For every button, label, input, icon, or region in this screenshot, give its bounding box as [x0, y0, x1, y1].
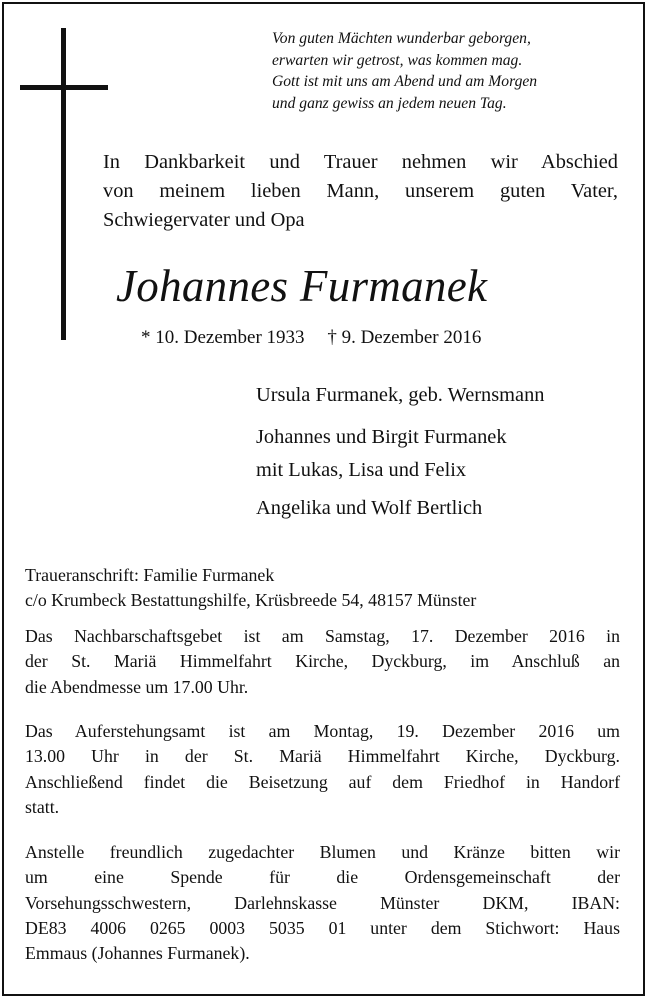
mourner-line: Ursula Furmanek, geb. Wernsmann [256, 384, 545, 406]
address-line: c/o Krumbeck Bestattungshilfe, Krüsbreede 54, 48157 Münster [25, 590, 477, 611]
paragraph-line: um eine Spende für die Ordensgemeinschaft der [25, 867, 620, 888]
death-date: † 9. Dezember 2016 [327, 327, 482, 348]
intro-line: von meinem lieben Mann, unserem guten Vater, [103, 180, 618, 202]
mourner-line: mit Lukas, Lisa und Felix [256, 459, 467, 481]
life-dates [141, 325, 499, 351]
intro-line: In Dankbarkeit und Trauer nehmen wir Abschied [103, 151, 618, 173]
cross-vertical-bar [61, 28, 66, 340]
birth-date: * 10. Dezember 1933 [141, 327, 305, 348]
paragraph-line: die Abendmesse um 17.00 Uhr. [25, 676, 249, 697]
paragraph-line: Anschließend findet die Beisetzung auf dem Friedhof in Handorf [25, 771, 620, 792]
paragraph-line: Anstelle freundlich zugedachter Blumen und Kränze bitten wir [25, 842, 620, 862]
intro-text [103, 148, 618, 235]
paragraph-line: DE83 4006 0265 0003 5035 01 unter dem Stichwort: Haus [25, 917, 620, 938]
verse-line: Gott ist mit uns am Abend und am Morgen [272, 73, 538, 90]
paragraph-line: Emmaus (Johannes Furmanek). [25, 943, 250, 964]
cross-horizontal-bar [20, 85, 108, 90]
paragraph-line: Das Nachbarschaftsgebet ist am Samstag, 17. Dezember 2016 in [25, 626, 620, 646]
mourner-line: Johannes und Birgit Furmanek [256, 426, 507, 448]
mourning-address [25, 563, 620, 614]
funeral-service-paragraph [25, 719, 620, 820]
paragraph-line: statt. [25, 796, 60, 817]
paragraph-line: Das Auferstehungsamt ist am Montag, 19. Dezember 2016 um [25, 721, 620, 741]
address-line: Traueranschrift: Familie Furmanek [25, 565, 275, 585]
verse-line: Von guten Mächten wunderbar geborgen, [272, 30, 531, 47]
mourner-line: Angelika und Wolf Bertlich [256, 497, 483, 519]
mourners-list [256, 380, 545, 523]
deceased-name: Johannes Furmanek [116, 261, 488, 311]
verse-line: erwarten wir getrost, was kommen mag. [272, 51, 523, 69]
donation-paragraph [25, 840, 620, 966]
verse-line: und ganz gewiss an jedem neuen Tag. [272, 94, 507, 112]
bible-verse [272, 28, 612, 114]
paragraph-line: der St. Mariä Himmelfahrt Kirche, Dyckburg, im Anschluß an [25, 651, 620, 672]
intro-line: Schwiegervater und Opa [103, 209, 305, 231]
neighborhood-prayer-paragraph [25, 624, 620, 700]
paragraph-line: 13.00 Uhr in der St. Mariä Himmelfahrt Kirche, Dyckburg. [25, 746, 620, 767]
paragraph-line: Vorsehungsschwestern, Darlehnskasse Münster DKM, IBAN: [25, 892, 620, 913]
